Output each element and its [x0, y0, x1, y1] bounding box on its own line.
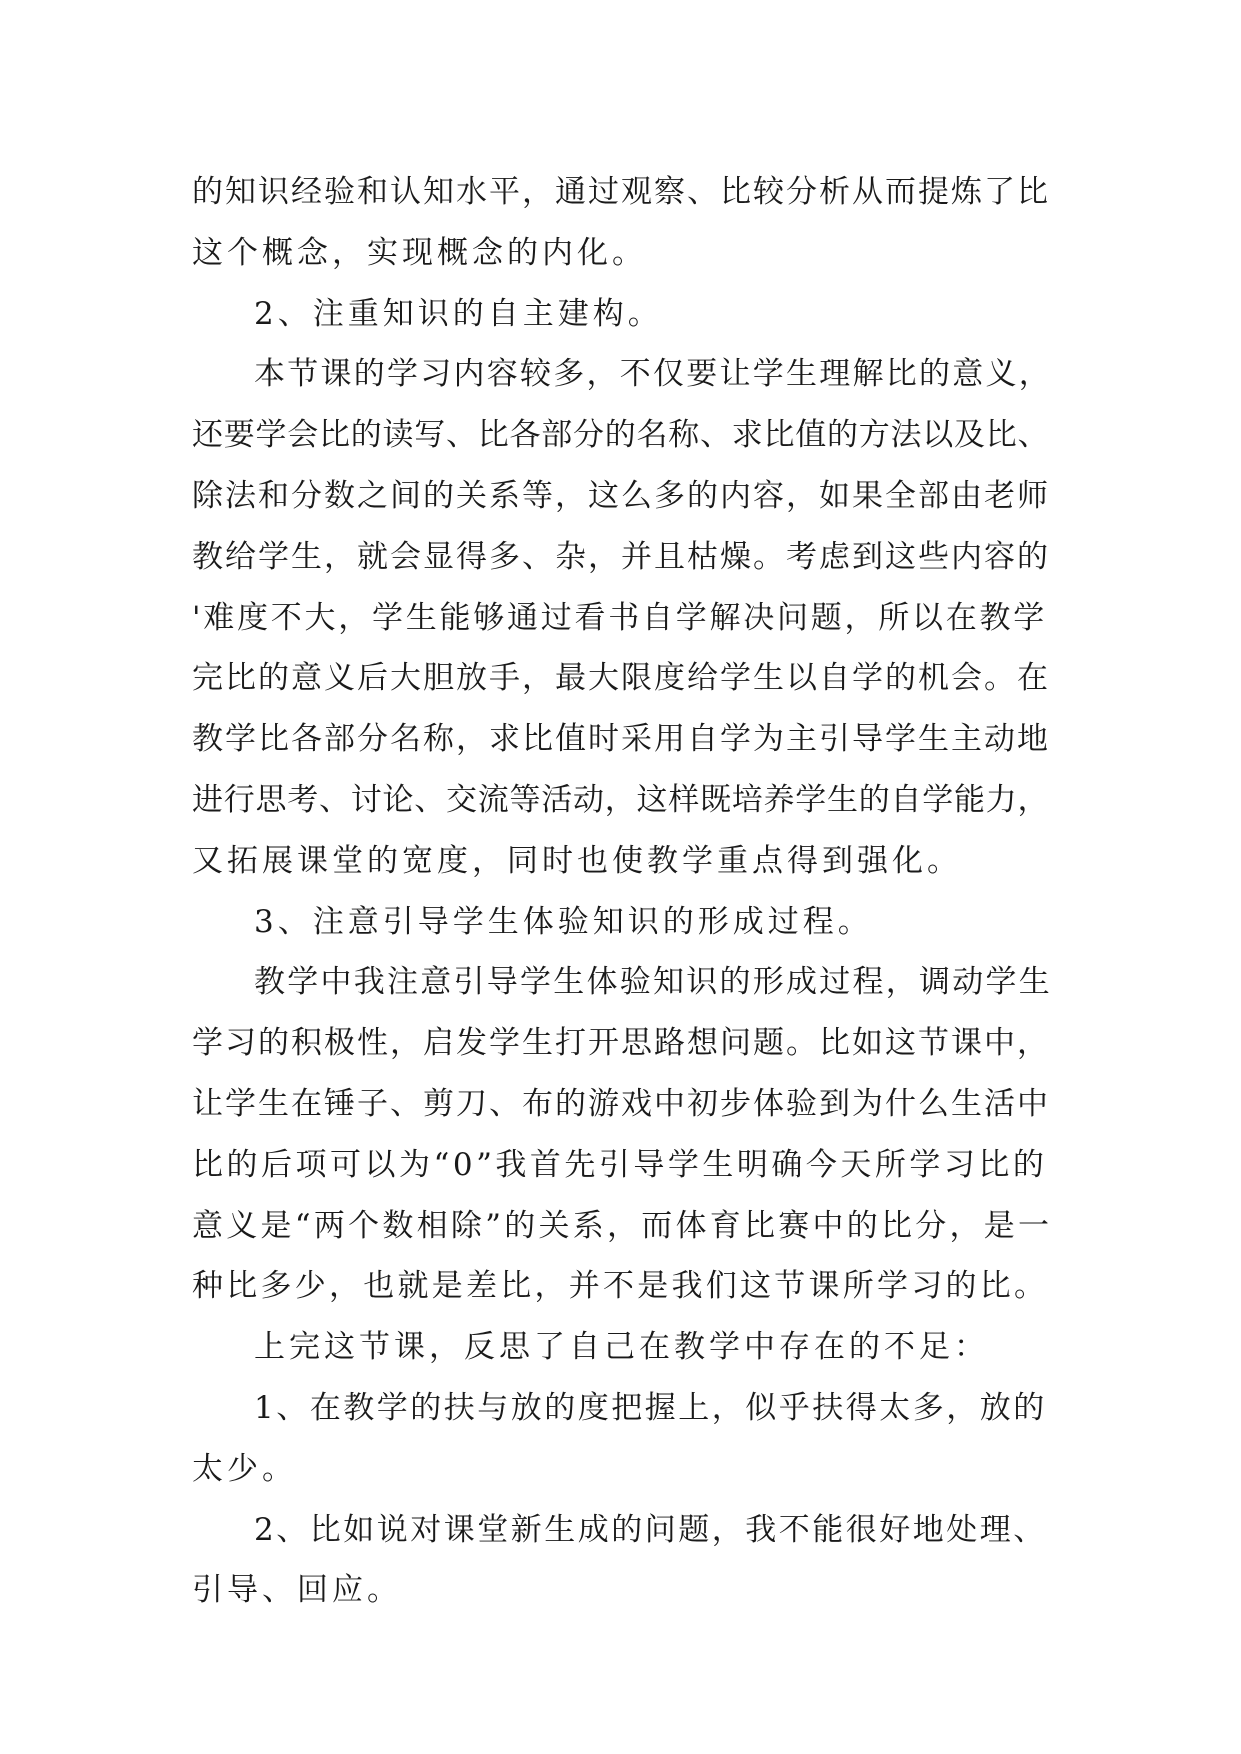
text-line: 教学中我注意引导学生体验知识的形成过程，调动学生 — [254, 964, 1052, 1001]
text-line: 比的后项可以为“0”我首先引导学生明确今天所学习比的 — [192, 1146, 1048, 1183]
text-line: 引导、回应。 — [192, 1572, 402, 1609]
text-line: 太少。 — [192, 1450, 297, 1487]
text-line: 教学比各部分名称，求比值时采用自学为主引导学生主动地 — [192, 721, 1050, 758]
text-line: 2、注重知识的自主建构。 — [254, 295, 663, 332]
text-line: 意义是“两个数相除”的关系，而体育比赛中的比分，是一 — [192, 1207, 1053, 1244]
text-line: 让学生在锤子、剪刀、布的游戏中初步体验到为什么生活中 — [192, 1085, 1050, 1122]
text-line: 还要学会比的读写、比各部分的名称、求比值的方法以及比、 — [192, 417, 1050, 454]
text-line: 教给学生，就会显得多、杂，并且枯燥。考虑到这些内容的 — [192, 538, 1050, 575]
text-line: 进行思考、讨论、交流等活动，这样既培养学生的自学能力， — [192, 781, 1050, 818]
text-line: 又拓展课堂的宽度，同时也使教学重点得到强化。 — [192, 842, 962, 879]
text-line: 的知识经验和认知水平，通过观察、比较分析从而提炼了比 — [192, 174, 1050, 210]
text-line: 本节课的学习内容较多，不仅要让学生理解比的意义， — [254, 356, 1052, 393]
text-line: 这个概念，实现概念的内化。 — [192, 234, 647, 271]
text-line: 3、注意引导学生体验知识的形成过程。 — [254, 903, 873, 940]
text-line: 除法和分数之间的关系等，这么多的内容，如果全部由老师 — [192, 477, 1050, 514]
text-line: 2、比如说对课堂新生成的问题，我不能很好地处理、 — [254, 1511, 1047, 1548]
text-line: 1、在教学的扶与放的度把握上，似乎扶得太多，放的 — [254, 1389, 1047, 1426]
body-text — [192, 162, 1052, 1621]
text-line: 完比的意义后大胆放手，最大限度给学生以自学的机会。在 — [192, 660, 1050, 697]
text-line: 上完这节课，反思了自己在教学中存在的不足： — [254, 1329, 989, 1366]
text-line: '难度不大，学生能够通过看书自学解决问题，所以在教学 — [192, 599, 1048, 636]
text-line: 种比多少，也就是差比，并不是我们这节课所学习的比。 — [192, 1268, 1049, 1305]
text-line: 学习的积极性，启发学生打开思路想问题。比如这节课中， — [192, 1025, 1050, 1062]
